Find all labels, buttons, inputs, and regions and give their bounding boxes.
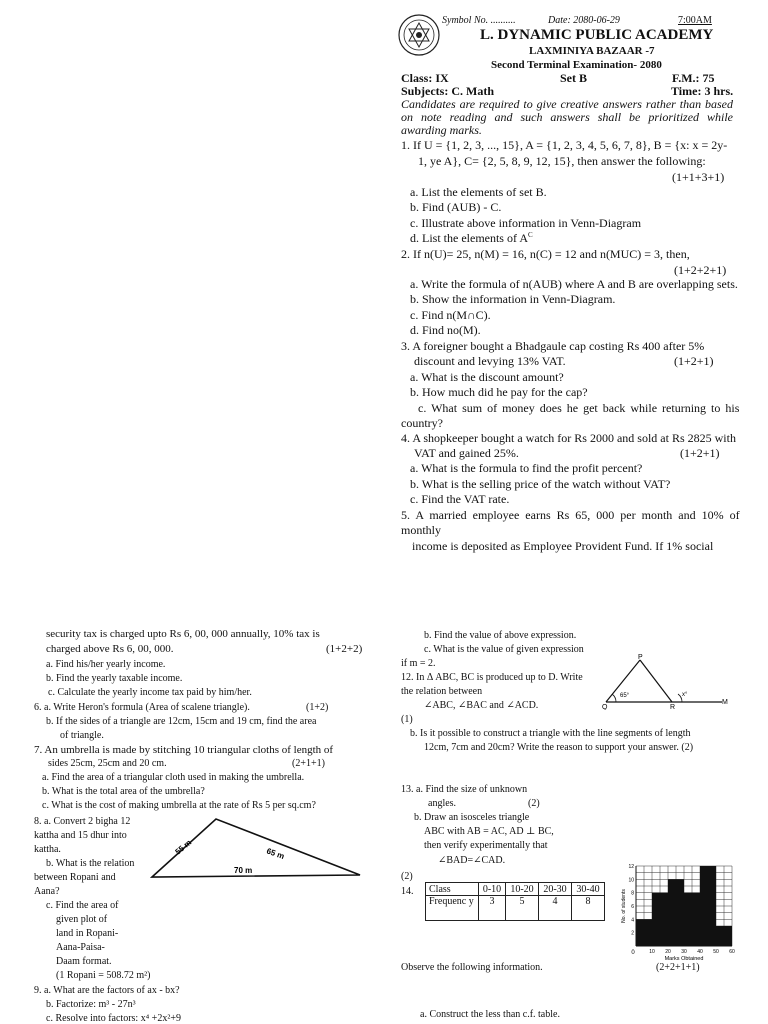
y-tick-label: 6 [631,904,634,910]
q12-line2: the relation between [401,686,483,697]
vertex-label: M [722,699,728,706]
x-tick-label: 10 [649,949,655,955]
x-axis-label: Marks Obtained [664,956,704,962]
q3b: b. How much did he pay for the cap? [410,385,588,399]
q9b: b. Factorize: m³ - 27n³ [46,999,136,1010]
table-freq-label: Frequenc y [426,896,479,921]
exam-time: 7:00AM [678,15,712,26]
q14-marks: (2+2+1+1) [656,962,700,973]
vertex-label: Q [602,704,608,710]
triangle-side-label: 55 m [173,837,194,857]
q5-line1: 5. A married employee earns Rs 65, 000 per month and 10% of [401,508,740,522]
q14a: a. Construct the less than c.f. table. [420,1009,560,1020]
q5-line2: monthly [401,523,442,537]
table-header-cell: 20-30 [539,883,572,896]
set-label: Set B [560,71,587,85]
school-address: LAXMINIYA BAZAAR -7 [529,45,655,57]
q8c-line: given plot of [56,914,108,925]
q7-line1: 7. An umbrella is made by stitching 10 triangular cloths of length of [34,744,334,756]
q8a-line: kattha. [34,844,61,855]
q8-note: (1 Ropani = 508.72 m²) [56,970,151,981]
q6b-line1: b. If the sides of a triangle are 12cm, 15cm and 19 cm, find the area [46,716,317,727]
q8a-line: kattha and 15 dhur into [34,830,127,841]
q8c [46,899,118,969]
q12-line1: 12. In Δ ABC, BC is produced up to D. Write [401,672,583,683]
school-name: L. DYNAMIC PUBLIC ACADEMY [480,27,714,43]
q4b: b. What is the selling price of the watch without VAT? [410,477,671,491]
q5-line3: income is deposited as Employee Provident Fund. If 1% social [412,539,714,553]
histogram-chart [620,860,738,964]
y-tick-label: 4 [631,917,634,924]
q13b-line1: b. Draw an isosceles triangle [414,812,530,823]
table-row [426,896,605,921]
q4a: a. What is the formula to find the profit percent? [410,461,643,475]
triangle-side [640,660,672,702]
instructions: Candidates are required to give creative answers rather than based on note reading and such answers shall be prioritized while awarding marks. [401,97,733,137]
q13b-line2: ABC with AB = AC, AD ⊥ BC, [424,826,554,837]
table-cell: 4 [539,896,572,921]
x-tick-label: 20 [665,949,671,955]
q3-marks: (1+2+1) [674,354,714,368]
q2d: d. Find no(M). [410,323,481,337]
school-logo [398,14,440,56]
q5-cont1: security tax is charged upto Rs 6, 00, 000 annually, 10% tax is [46,628,320,640]
triangle-side-label: 70 m [234,866,253,875]
y-tick-label: 2 [631,930,634,937]
q13-marks: (2) [528,798,540,809]
q4c: c. Find the VAT rate. [410,492,510,506]
histogram-bar [684,893,700,946]
table-cell: 5 [506,896,539,921]
q8b-line: b. What is the relation [46,858,135,869]
q5-marks: (1+2+2) [326,643,363,655]
q3c-line1: c. What sum of money does he get back while returning to his [418,401,740,415]
observe-text: Observe the following information. [401,962,543,973]
vertex-label: R [670,704,676,710]
q8c-line: Aana-Paisa- [56,942,105,953]
q5a: a. Find his/her yearly income. [46,659,166,670]
q-b: b. Find the value of above expression. [424,630,577,641]
x-tick-label: 40 [697,949,703,955]
histogram-bar [700,866,716,946]
histogram-bar [636,919,652,946]
exam-date: Date: 2080-06-29 [548,15,620,26]
q13b-line4: ∠BAD=∠CAD. [438,855,506,866]
table-header-cell: Class [426,883,479,896]
q8b [34,857,134,899]
q8a-line: 8. a. Convert 2 bigha 12 [34,816,131,827]
q13-line1: 13. a. Find the size of unknown [401,784,528,795]
time-allowed: Time: 3 hrs. [671,84,734,98]
y-tick-label: 10 [628,877,634,884]
q4-line2: VAT and gained 25%. [414,446,519,460]
triangle-pqr-figure [600,652,730,710]
table-header-cell: 10-20 [506,883,539,896]
histogram-bar [716,926,732,946]
q2c: c. Find n(M∩C). [410,308,491,322]
q12b-line1: b. Is it possible to construct a triangle with the line segments of length [410,728,691,739]
q1a: a. List the elements of set B. [410,185,547,199]
origin-label: 0 [631,950,635,956]
y-tick-label: 12 [628,864,634,870]
q1-line1: 1. If U = {1, 2, 3, ..., 15}, A = {1, 2, 3, 4, 5, 6, 7, 8}, B = {x: x = 2y- [401,138,728,152]
q12b-line2: 12cm, 7cm and 20cm? Write the reason to support your answer. (2) [424,742,694,753]
q7a: a. Find the area of a triangular cloth used in making the umbrella. [42,772,305,783]
q3c-line2: country? [401,416,443,430]
q3a: a. What is the discount amount? [410,370,564,384]
q1d-sup: C [527,231,533,239]
table-header-cell: 30-40 [572,883,605,896]
land-triangle-figure [148,815,366,881]
q1c: c. Illustrate above information in Venn-Diagram [410,216,642,230]
q2a: a. Write the formula of n(AUB) where A and B are overlapping sets. [410,277,738,291]
q8b-line: between Ropani and [34,872,116,883]
table-cell: 8 [572,896,605,921]
q6-marks: (1+2) [306,702,329,713]
q7c: c. What is the cost of making umbrella at the rate of Rs 5 per sq.cm? [42,800,316,811]
q-c: c. What is the value of given expression [424,644,584,655]
q6b-line2: of triangle. [60,730,104,741]
q6a: 6. a. Write Heron's formula (Area of scalene triangle). [34,702,250,713]
q9a: 9. a. What are the factors of ax - bx? [34,985,180,996]
q13-marks-2: (2) [401,871,413,882]
frequency-table [425,882,605,921]
y-tick-label: 8 [631,890,634,897]
q8c-line: c. Find the area of [46,900,119,911]
q12-marks: (1) [401,714,413,725]
q14-number: 14. [401,886,414,897]
q1d [410,231,533,246]
q13-line2: angles. [428,798,457,809]
q2: 2. If n(U)= 25, n(M) = 16, n(C) = 12 and n(MUC) = 3, then, [401,247,690,261]
y-axis-label: No. of students [621,889,627,923]
angle-label: x° [682,692,688,698]
full-marks: F.M.: 75 [672,71,715,85]
x-tick-label: 60 [729,949,735,955]
x-tick-label: 50 [713,949,719,955]
table-header-cell: 0-10 [479,883,506,896]
q-if: if m = 2. [401,658,436,669]
q7b: b. What is the total area of the umbrella? [42,786,205,797]
subject-label: Subjects: C. Math [401,84,494,98]
symbol-number: Symbol No. .......... [442,15,516,26]
histogram-bar [652,893,668,946]
class-label: Class: IX [401,71,449,85]
table-row [426,883,605,896]
q5b: b. Find the yearly taxable income. [46,673,183,684]
q8b-line: Aana? [34,886,60,897]
q8c-line: land in Ropani- [56,928,119,939]
triangle-side-label: 65 m [265,846,286,862]
exam-title: Second Terminal Examination- 2080 [491,59,662,71]
table-cell: 3 [479,896,506,921]
q3-line2: discount and levying 13% VAT. [414,354,566,368]
q1b: b. Find (AUB) - C. [410,200,502,214]
q5c: c. Calculate the yearly income tax paid by him/her. [48,687,252,698]
q1-marks: (1+1+3+1) [672,170,725,184]
q4-marks: (1+2+1) [680,446,720,460]
q1d-text: d. List the elements of A [410,231,528,245]
q2-marks: (1+2+2+1) [674,263,727,277]
q8a [34,815,130,857]
q1-line2: 1, ye A}, C= {2, 5, 8, 9, 12, 15}, then answer the following: [418,154,706,168]
q13b-line3: then verify experimentally that [424,840,548,851]
angle-arc [612,694,616,702]
q4-line1: 4. A shopkeeper bought a watch for Rs 2000 and sold at Rs 2825 with [401,431,736,445]
q7-line2: sides 25cm, 25cm and 20 cm. [48,758,167,769]
q12-line3: ∠ABC, ∠BAC and ∠ACD. [424,700,539,711]
x-tick-label: 30 [681,949,687,955]
q2b: b. Show the information in Venn-Diagram. [410,292,616,306]
q3-line1: 3. A foreigner bought a Bhadgaule cap costing Rs 400 after 5% [401,339,705,353]
q8c-line: Daam format. [56,956,112,967]
angle-label: 65° [620,693,630,699]
vertex-label: P [638,654,643,661]
q7-marks: (2+1+1) [292,758,325,769]
q9c: c. Resolve into factors: x⁴ +2x²+9 [46,1013,181,1024]
histogram-bar [668,879,684,946]
q5-cont2: charged above Rs 6, 00, 000. [46,643,174,655]
